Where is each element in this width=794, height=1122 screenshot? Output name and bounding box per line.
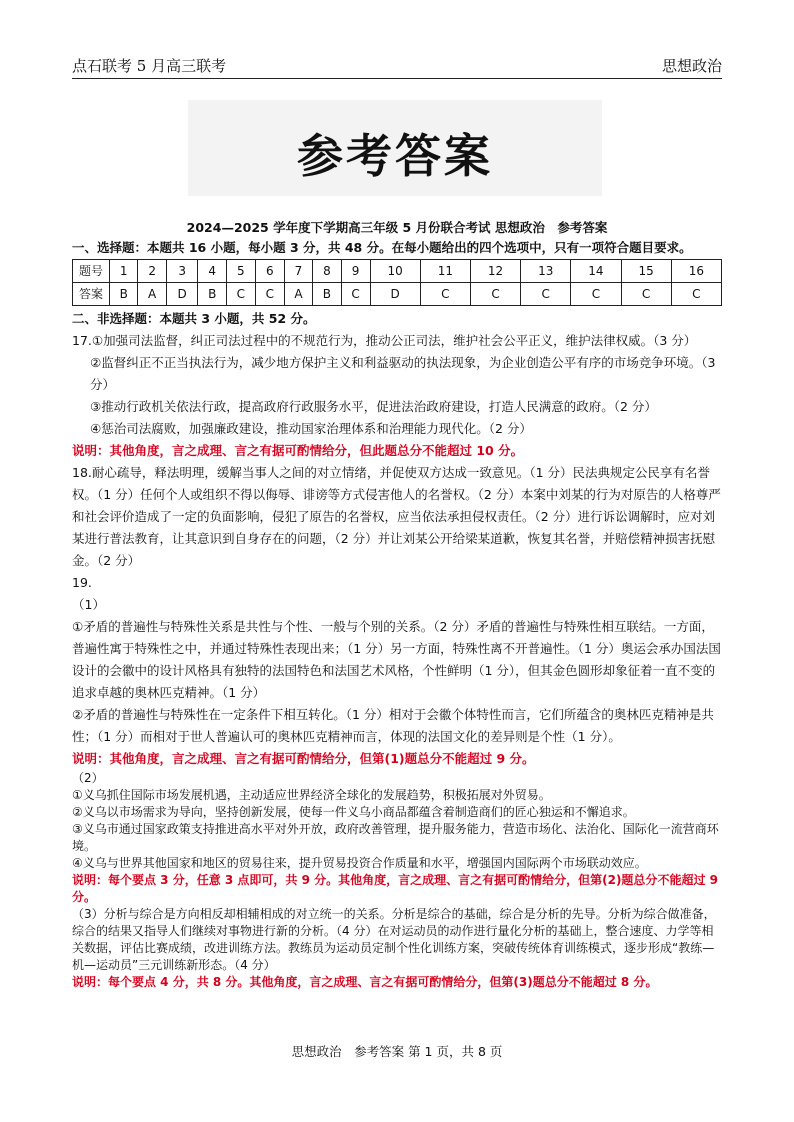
q19-part1-note: 说明：其他角度，言之成理、言之有据可酌情给分，但第(1)题总分不能超过 9 分。	[72, 751, 535, 766]
table-cell: 1	[110, 260, 138, 283]
table-cell: 3	[166, 260, 198, 283]
banner-title: 参考答案	[297, 129, 493, 183]
table-cell: D	[166, 283, 198, 306]
q19-part3-answer: （3）分析与综合是方向相反却相辅相成的对立统一的关系。分析是综合的基础，综合是分析的先导。分析为综合做准备，综合的结果又指导人们继续对事物进行新的分析。（4 分）在对运动员的动作进行量化分析的基础上，整合速度、力学等相关数据，评估比赛成绩，改进训练方法。教练员为运动员定制个性化训练方案，突破传统体育训练模式，逐步形成“教练—机—运动员”三元训练新形态。（4 分）	[72, 907, 716, 972]
header-subject: 思想政治	[661, 57, 722, 75]
table-cell: C	[420, 283, 470, 306]
q19-part2-point3: ③义乌市通过国家政策支持推进高水平对外开放，政府改善管理，提升服务能力，营造市场化、法治化、国际化一流营商环境。	[72, 822, 719, 853]
q19-part2-note: 说明：每个要点 3 分，任意 3 点即可，共 9 分。其他角度，言之成理、言之有据可酌情给分，但第(2)题总分不能超过 9 分。	[72, 873, 718, 904]
table-cell: B	[110, 283, 138, 306]
table-cell: B	[198, 283, 226, 306]
table-row-answers	[73, 283, 722, 306]
table-cell: 14	[571, 260, 621, 283]
q19-part2	[72, 770, 722, 991]
row-label-answer: 答案	[73, 283, 110, 306]
table-cell: C	[470, 283, 520, 306]
table-cell: 7	[284, 260, 312, 283]
table-row-numbers	[73, 260, 722, 283]
table-cell: 8	[313, 260, 341, 283]
table-cell: C	[571, 283, 621, 306]
q17-note: 说明：其他角度，言之成理、言之有据可酌情给分，但此题总分不能超过 10 分。	[72, 443, 524, 458]
table-cell: C	[671, 283, 721, 306]
table-cell: A	[138, 283, 166, 306]
table-cell: C	[226, 283, 255, 306]
q17-point3: ③推动行政机关依法行政，提高政府行政服务水平，促进法治政府建设，打造人民满意的政府。（2 分）	[90, 399, 657, 414]
document-title: 2024—2025 学年度下学期高三年级 5 月份联合考试 思想政治 参考答案	[186, 220, 608, 235]
table-cell: C	[341, 283, 370, 306]
table-cell: 15	[621, 260, 671, 283]
q19-part2-point4: ④义乌与世界其他国家和地区的贸易往来，提升贸易投资合作质量和水平，增强国内国际两个市场联动效应。	[72, 856, 647, 870]
header-exam-name: 点石联考 5 月高三联考	[72, 57, 227, 75]
q19-part1-label: （1）	[72, 597, 105, 612]
q17-point4: ④惩治司法腐败，加强廉政建设，推动国家治理体系和治理能力现代化。（2 分）	[90, 421, 532, 436]
table-cell: C	[521, 283, 571, 306]
table-cell: 12	[470, 260, 520, 283]
q19-part2-point1: ①义乌抓住国际市场发展机遇，主动适应世界经济全球化的发展趋势，积极拓展对外贸易。	[72, 788, 551, 802]
table-cell: 11	[420, 260, 470, 283]
table-cell: 2	[138, 260, 166, 283]
page-header	[72, 56, 722, 79]
title-banner	[188, 100, 602, 196]
q19-part1-point1: ①矛盾的普遍性与特殊性关系是共性与个性、一般与个别的关系。（2 分）矛盾的普遍性与特殊性相互联结。一方面，普遍性寓于特殊性之中，并通过特殊性表现出来；（1 分）另一方面，特殊性离不开普遍性。（1 分）奥运会承办国法国设计的会徽中的设计风格具有独特的法国特色和法国艺术风格，个性鲜明（1 分），但其金色圆形却象征着一直不变的追求卓越的奥林匹克精神。（1 分）	[72, 619, 721, 700]
table-cell: C	[255, 283, 284, 306]
table-cell: 6	[255, 260, 284, 283]
table-cell: D	[370, 283, 420, 306]
section1-heading: 一、选择题：本题共 16 小题，每小题 3 分，共 48 分。在每小题给出的四个选项中，只有一项符合题目要求。	[72, 240, 692, 255]
q17-point1: 17.①加强司法监督，纠正司法过程中的不规范行为，推动公正司法，维护社会公平正义，维护法律权威。（3 分）	[72, 333, 697, 348]
answer-content	[72, 218, 722, 991]
table-cell: 5	[226, 260, 255, 283]
section2-heading: 二、非选择题：本题共 3 小题，共 52 分。	[72, 311, 316, 326]
q18-answer: 18.耐心疏导，释法明理，缓解当事人之间的对立情绪，并促使双方达成一致意见。（1 分）民法典规定公民享有名誉权。（1 分）任何个人或组织不得以侮辱、诽谤等方式侵害他人的名誉权。（2 分）本案中刘某的行为对原告的人格尊严和社会评价造成了一定的负面影响，侵犯了原告的名誉权，应当依法承担侵权责任。（2 分）进行诉讼调解时，应对刘某进行普法教育，让其意识到自身存在的问题，（2 分）并让刘某公开给梁某道歉，恢复其名誉，并赔偿精神损害抚慰金。（2 分）	[72, 465, 721, 568]
table-cell: B	[313, 283, 341, 306]
table-cell: 9	[341, 260, 370, 283]
table-cell: 13	[521, 260, 571, 283]
table-cell: 4	[198, 260, 226, 283]
table-cell: 16	[671, 260, 721, 283]
table-cell: 10	[370, 260, 420, 283]
q19-part2-label: （2）	[72, 771, 104, 785]
q19-part3-note: 说明：每个要点 4 分，共 8 分。其他角度，言之成理、言之有据可酌情给分，但第(3)题总分不能超过 8 分。	[72, 975, 658, 989]
page-footer: 思想政治 参考答案 第 1 页，共 8 页	[291, 1044, 503, 1059]
q19-part1-point2: ②矛盾的普遍性与特殊性在一定条件下相互转化。（1 分）相对于会徽个体特性而言，它们所蕴含的奥林匹克精神是共性；（1 分）而相对于世人普遍认可的奥林匹克精神而言，体现的法国文化的差异则是个性（1 分）。	[72, 707, 714, 744]
q17-point2: ②监督纠正不正当执法行为，减少地方保护主义和利益驱动的执法现象，为企业创造公平有序的市场竞争环境。（3 分）	[90, 355, 716, 392]
table-cell: A	[284, 283, 312, 306]
q19-number: 19.	[72, 575, 92, 590]
row-label-question: 题号	[73, 260, 110, 283]
q19-part2-point2: ②义乌以市场需求为导向，坚持创新发展，使每一件义乌小商品都蕴含着制造商们的匠心独运和不懈追求。	[72, 805, 635, 819]
answer-table	[72, 259, 722, 306]
table-cell: C	[621, 283, 671, 306]
